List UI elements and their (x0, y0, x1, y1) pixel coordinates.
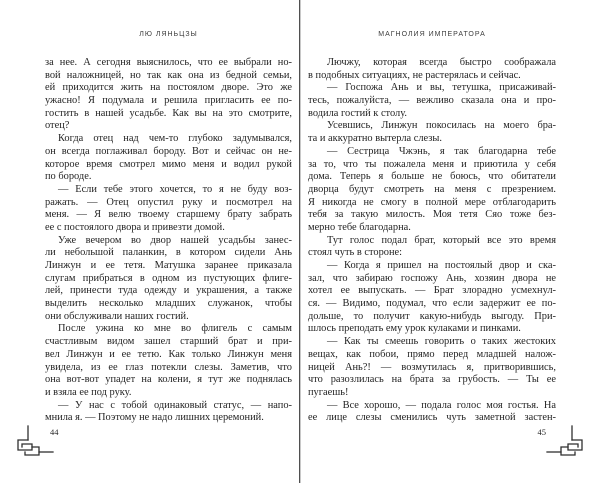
text-line: хотел ее выпускать. — Брат злорадно усмехнул- (308, 285, 556, 297)
text-line: увидела, из ее глаз потекли слезы. Заметив, что (45, 361, 292, 373)
text-line: Тут голос подал брат, который все это время (327, 234, 556, 246)
text-line: она вот-вот упадет на колени, я тут же поднялась (45, 374, 292, 386)
text-line: которое время смотрел мимо меня и водил рукой (45, 158, 292, 170)
text-line: водила гостий к столу. (308, 107, 407, 119)
text-line: После ужина ко мне во флигель с самым (58, 323, 292, 335)
text-line: — Сестрица Чжэнь, я так благодарна тебе (327, 145, 556, 157)
text-line: и взяла ее под руку. (45, 386, 132, 398)
text-line: ее с постоялого двора и привезти домой. (45, 221, 225, 233)
text-line: тебя за такую милость. Моя тетя Сяо тоже без- (308, 209, 556, 221)
text-line: выделить несколько младших служанок, чтобы (45, 298, 292, 310)
text-line: за нее. А сегодня выяснилось, что ее выбрали но- (45, 57, 292, 68)
page-number-right: 45 (537, 427, 546, 437)
text-line: ужасно! Я подумала и решила пригласить ее по- (45, 95, 292, 107)
text-line: он всегда поглаживал бороду. Вот и сейчас он не- (45, 145, 292, 157)
text-line: ее лице слезы сменились чуть заметной застен- (308, 412, 556, 424)
text-line: Уже вечером во двор нашей усадьбы занес- (58, 234, 292, 246)
text-line: за то, что ты пожалела меня и приютила у себя (308, 158, 556, 170)
text-line: та и аккуратно вытерла слезы. (308, 133, 442, 145)
corner-ornament-icon (546, 424, 592, 462)
text-line: ей приходится жить на постоялом дворе. Это же (45, 82, 292, 94)
text-line: дворца будут смотреть на меня с презрением. (308, 183, 556, 195)
text-line: — Когда я пришел на постоялый двор и ска- (327, 260, 556, 271)
text-line: пугаешь! (308, 386, 349, 398)
text-line: — Все хорошо, — подала голос моя гостья. На (327, 399, 556, 411)
text-line: вещах, как побои, прямо перед младшей налож- (308, 348, 556, 360)
text-line: в подобных ситуациях, не растерялась и сейчас. (308, 69, 521, 81)
text-line: ли небольшой паланкин, в котором сидели Ань (45, 247, 292, 259)
text-line: зал, что забираю госпожу Ань, хозяин двора не (308, 272, 556, 284)
text-line: вел Линжун и ее тетю. Как только Линжун меня (45, 348, 292, 360)
text-line: — Если тебе этого хочется, то я не буду воз- (58, 183, 292, 195)
text-line: мнила я. — Поэтому не надо лишних церемоний. (45, 412, 264, 424)
text-line: меня. — Я велю твоему старшему брату забрать (45, 209, 292, 221)
text-line: гостить в нашей усадьбе. Как вы на это смотрите, (45, 107, 292, 119)
running-head-author: ЛЮ ЛЯНЬЦЗЫ (139, 31, 198, 38)
text-line: стоял чуть в стороне: (308, 247, 403, 259)
text-line: ражать. — Отец опустил руку и посмотрел на (45, 196, 292, 208)
text-line: они обслуживали наших гостий. (45, 310, 189, 322)
text-line: отец? (45, 120, 70, 132)
text-line: вой наложницей, но так как она из бедной семьи, (45, 69, 292, 81)
text-line: по бороде. (45, 171, 92, 183)
text-line: Когда отец над чем-то глубоко задумывался, (58, 133, 292, 145)
running-head-title: МАГНОЛИЯ ИМПЕРАТОРА (378, 31, 486, 38)
text-line: счастливым видом зашел старший брат и при- (45, 336, 292, 348)
page-text-left (45, 57, 292, 425)
corner-ornament-icon (8, 424, 54, 462)
text-line: шлось преподать ему урок кулаками и пинками. (308, 323, 521, 335)
text-line: Лючжу, которая всегда быстро соображала (327, 57, 556, 68)
text-line: мерно тебе благодарна. (308, 221, 411, 233)
text-line: — Госпожа Ань и вы, тетушка, присаживай- (327, 82, 556, 94)
page-number-left: 44 (50, 427, 59, 437)
text-line: Линжун и ее тетя. Матушка заранее приказала (45, 260, 292, 271)
text-line: Усевшись, Линжун покосилась на моего бра- (327, 120, 556, 132)
text-line: дома. Теперь я больше не боюсь, что обитатели (308, 171, 556, 183)
text-line: — Как ты смеешь говорить о таких жестоких (327, 336, 556, 348)
text-line: ницей Ань?! — возмутилась я, притворившись, (308, 361, 556, 373)
page-right (308, 0, 556, 483)
text-line: слугам прибраться в одном из пустующих флиге- (45, 272, 292, 284)
text-line: — У нас с тобой одинаковый статус, — напо- (58, 399, 292, 411)
page-spine-divider (299, 0, 301, 483)
text-line: дольше, то получит какую-нибудь выгоду. При- (308, 310, 556, 322)
text-line: Я никогда не смогу в полной мере отблагодарить (308, 196, 556, 208)
text-line: ся. — Видимо, подумал, что если задержит ее по- (308, 298, 556, 310)
text-line: тесь, пожалуйста, — вежливо сказала она и про- (308, 95, 556, 107)
page-text-right (308, 57, 556, 425)
text-line: лей, принести туда одежду и украшения, а также (45, 285, 292, 297)
text-line: что разозлилась на брата за грубость. — Ты ее (308, 374, 556, 386)
page-left (45, 0, 292, 483)
